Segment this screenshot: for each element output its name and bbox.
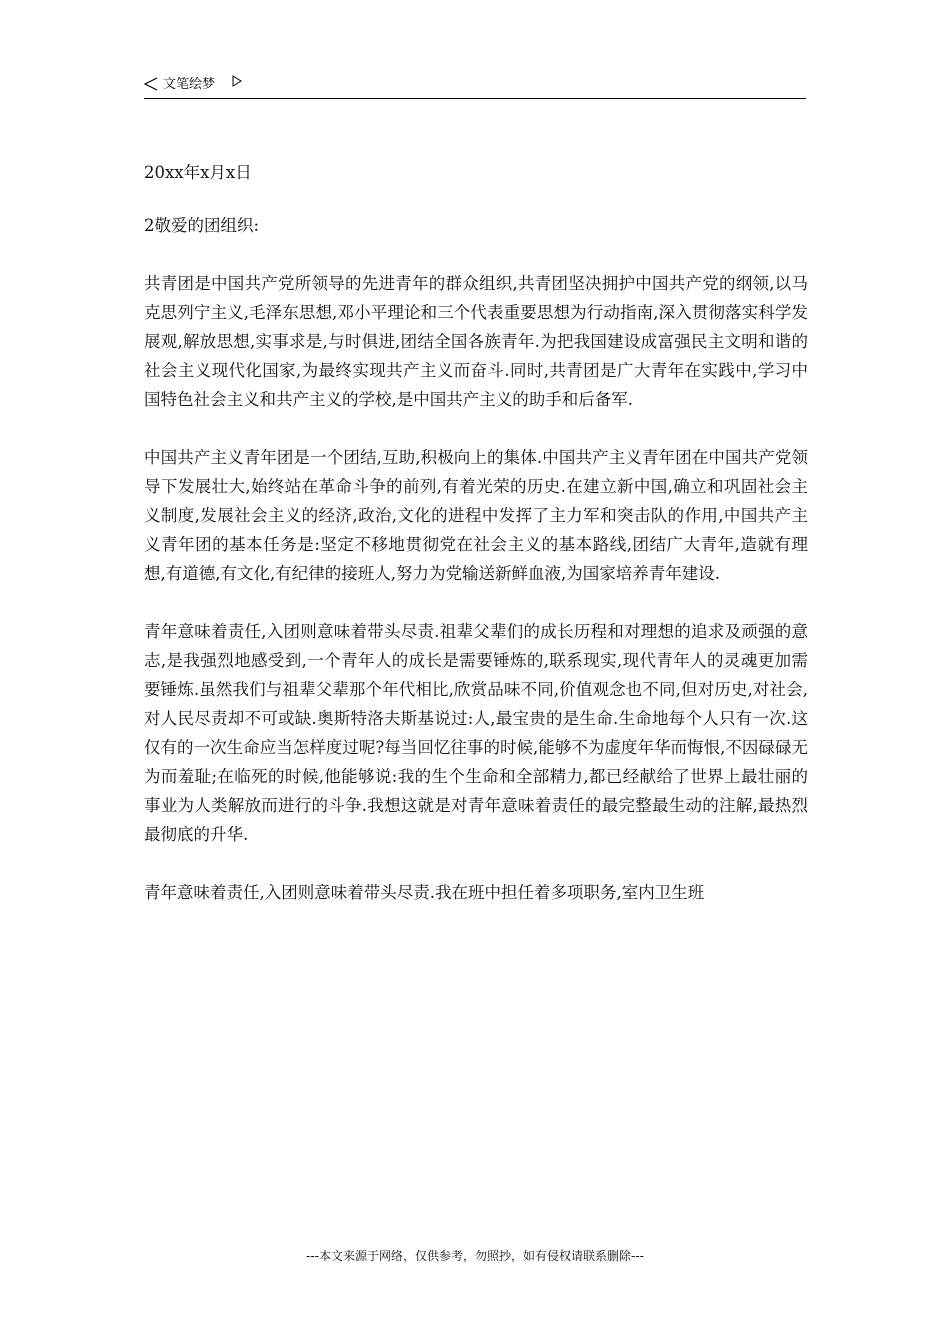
page-header [144, 74, 806, 99]
paragraph-4: 青年意味着责任,入团则意味着带头尽责.我在班中担任着多项职务,室内卫生班 [144, 883, 705, 902]
document-date: 20xx年x月x日 [144, 163, 252, 182]
footer-notice: ---本文来源于网络，仅供参考，勿照抄，如有侵权请联系删除--- [306, 1249, 644, 1263]
paragraph-3: 青年意味着责任,入团则意味着带头尽责.祖辈父辈们的成长历程和对理想的追求及顽强的意志,是我强烈地感受到,一个青年人的成长是需要锤炼的,联系现实,现代青年人的灵魂更加需要锤炼.虽然我们与祖辈父辈那个年代相比,欣赏品味不同,价值观念也不同,但对历史,对社会,对人民尽责却不可或缺.奥斯特洛夫斯基说过:人,最宝贵的是生命.生命地每个人只有一次.这仅有的一次生命应当怎样度过呢?每当回忆往事的时候,能够不为虚度年华而悔恨,不因碌碌无为而羞耻;在临死的时候,他能够说:我的生个生命和全部精力,都已经献给了世界上最壮丽的事业为人类解放而进行的斗争.我想这就是对青年意味着责任的最完整最生动的注解,最热烈最彻底的升华. [144, 622, 808, 844]
document-body [144, 158, 808, 936]
paragraph-1: 共青团是中国共产党所领导的先进青年的群众组织,共青团坚决拥护中国共产党的纲领,以马克思列宁主义,毛泽东思想,邓小平理论和三个代表重要思想为行动指南,深入贯彻落实科学发展观,解放思想,实事求是,与时俱进,团结全国各族青年.为把我国建设成富强民主文明和谐的社会主义现代化国家,为最终实现共产主义而奋斗.同时,共青团是广大青年在实践中,学习中国特色社会主义和共产主义的学校,是中国共产主义的助手和后备军. [144, 274, 808, 409]
paragraph-2: 中国共产主义青年团是一个团结,互助,积极向上的集体.中国共产主义青年团在中国共产党领导下发展壮大,始终站在革命斗争的前列,有着光荣的历史.在建立新中国,确立和巩固社会主义制度,发展社会主义的经济,政治,文化的进程中发挥了主力军和突击队的作用,中国共产主义青年团的基本任务是:坚定不移地贯彻党在社会主义的基本路线,团结广大青年,造就有理想,有道德,有文化,有纪律的接班人,努力为党输送新鲜血液,为国家培养青年建设. [144, 448, 808, 583]
header-brand: 文笔绘梦 [163, 77, 216, 92]
salutation: 2敬爱的团组织: [144, 216, 260, 235]
triangle-left-icon [144, 77, 158, 91]
triangle-right-icon [232, 75, 242, 87]
